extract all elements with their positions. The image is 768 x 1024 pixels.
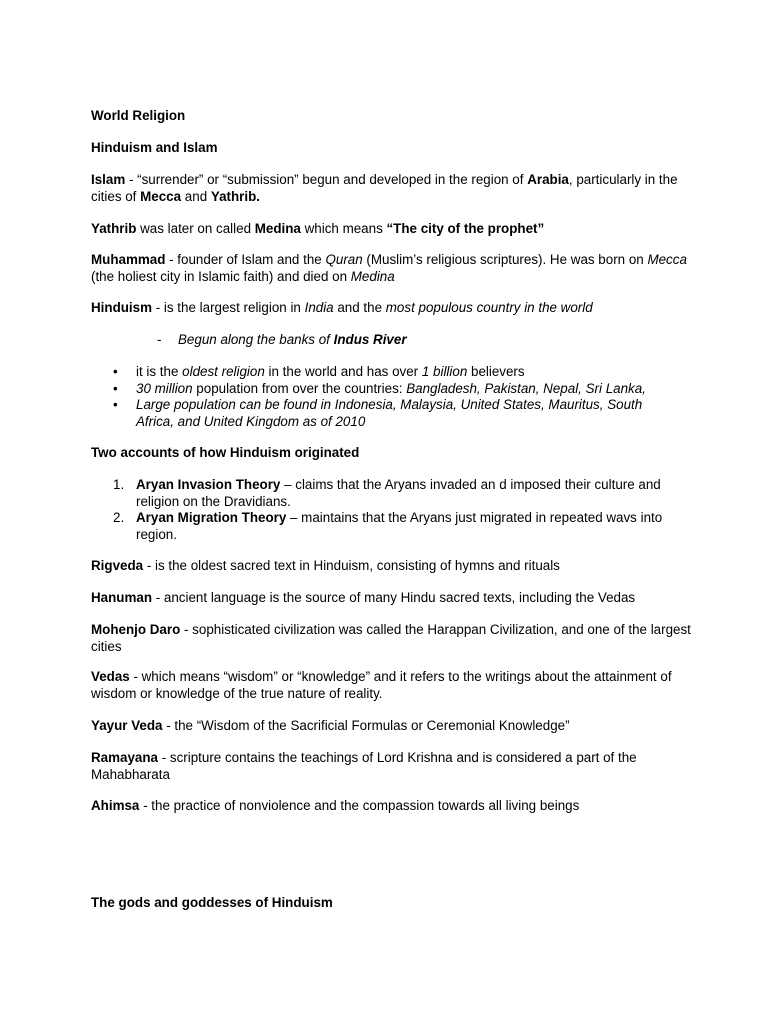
- bullet-item: [113, 364, 673, 381]
- section-heading: Two accounts of how Hinduism originated: [91, 445, 360, 460]
- section-heading: The gods and goddesses of Hinduism: [91, 895, 333, 910]
- numbered-item-text: Aryan Invasion Theory – claims that the Aryans invaded an d imposed their culture and religion on the Dravidians.: [136, 477, 661, 509]
- paragraph-yayur-veda: Yayur Veda - the “Wisdom of the Sacrificial Formulas or Ceremonial Knowledge”: [91, 718, 570, 733]
- bullet-item: [113, 381, 673, 398]
- paragraph-ahimsa: Ahimsa - the practice of nonviolence and the compassion towards all living beings: [91, 798, 580, 813]
- paragraph-vedas: Vedas - which means “wisdom” or “knowledge” and it refers to the writings about the attainment of wisdom or knowledge of the true nature of reality.: [91, 669, 672, 701]
- bullet-text: Large population can be found in Indonesia, Malaysia, United States, Mauritus, South Africa, and United Kingdom as of 2010: [136, 397, 643, 429]
- paragraph-muhammad: Muhammad - founder of Islam and the Quran (Muslim’s religious scriptures). He was born on Mecca (the holiest city in Islamic faith) and died on Medina: [91, 252, 687, 284]
- bullet-marker: •: [113, 397, 118, 412]
- paragraph-yathrib: Yathrib was later on called Medina which means “The city of the prophet”: [91, 221, 545, 236]
- bullet-text: it is the oldest religion in the world and has over 1 billion believers: [136, 364, 525, 379]
- bullet-marker: •: [113, 364, 118, 379]
- bullet-text: 30 million population from over the countries: Bangladesh, Pakistan, Nepal, Sri Lanka,: [136, 380, 646, 396]
- dash-marker: -: [157, 332, 162, 347]
- paragraph-rigveda: Rigveda - is the oldest sacred text in Hinduism, consisting of hymns and rituals: [91, 558, 560, 573]
- paragraph-hanuman: Hanuman - ancient language is the source of many Hindu sacred texts, including the Vedas: [91, 590, 636, 605]
- document-title: World Religion: [91, 108, 186, 123]
- paragraph-mohenjo-daro: Mohenjo Daro - sophisticated civilization was called the Harappan Civilization, and one of the largest cities: [91, 622, 691, 654]
- bullet-marker: •: [113, 380, 118, 396]
- dash-item-text: Begun along the banks of Indus River: [178, 332, 407, 347]
- numbered-item: [113, 477, 673, 510]
- paragraph-ramayana: Ramayana - scripture contains the teachings of Lord Krishna and is considered a part of the Mahabharata: [91, 750, 637, 782]
- numbered-item-text: Aryan Migration Theory – maintains that the Aryans just migrated in repeated wavs into region.: [136, 510, 663, 542]
- numbered-item: [113, 510, 673, 543]
- paragraph-islam: Islam - “surrender” or “submission” begun and developed in the region of Arabia, particularly in the cities of Mecca and Yathrib.: [91, 172, 678, 204]
- list-number: 1.: [113, 477, 125, 492]
- list-number: 2.: [113, 510, 125, 525]
- section-heading: Hinduism and Islam: [91, 140, 218, 155]
- paragraph-hinduism: Hinduism - is the largest religion in India and the most populous country in the world: [91, 300, 593, 315]
- bullet-item: [113, 397, 673, 430]
